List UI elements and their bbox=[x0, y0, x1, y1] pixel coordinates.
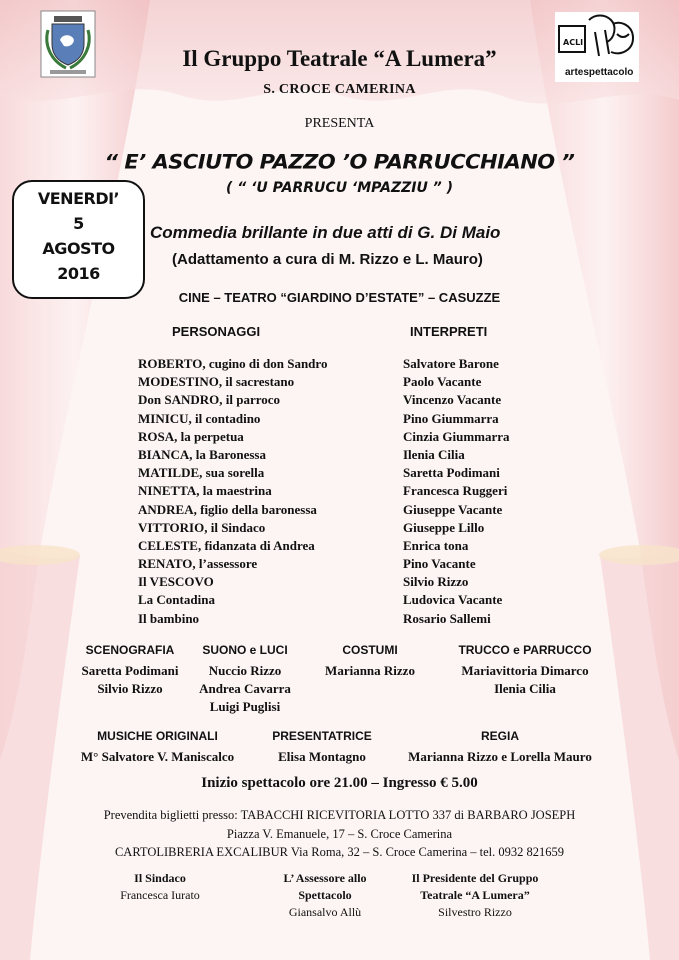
date-box bbox=[12, 180, 145, 299]
signature-title: L’ Assessore allo bbox=[283, 871, 367, 885]
svg-text:ACLI: ACLI bbox=[563, 38, 584, 47]
signature-name: Silvestro Rizzo bbox=[438, 905, 512, 919]
town-name: S. CROCE CAMERINA bbox=[263, 82, 416, 97]
genre-line: Commedia brillante in due atti di G. Di Maio bbox=[150, 223, 501, 242]
date-day: 5 bbox=[73, 214, 84, 233]
credit-name: Marianna Rizzo e Lorella Mauro bbox=[408, 749, 592, 764]
credit-name: Silvio Rizzo bbox=[97, 681, 163, 696]
comune-crest-logo bbox=[40, 10, 96, 78]
credit-name: Nuccio Rizzo bbox=[208, 663, 282, 678]
credit-costumi bbox=[310, 643, 430, 680]
artespettacolo-logo-text: artespettacolo bbox=[565, 67, 634, 78]
signature-title: Spettacolo bbox=[298, 888, 352, 902]
cast-role: NINETTA, la maestrina bbox=[138, 483, 272, 499]
cast-actor: Saretta Podimani bbox=[403, 465, 500, 481]
cast-role: MINICU, il contadino bbox=[138, 410, 261, 426]
signature-assessore bbox=[260, 870, 390, 921]
signature-presidente bbox=[395, 870, 555, 921]
cast-roles-heading: PERSONAGGI bbox=[172, 324, 261, 339]
date-weekday: VENERDI’ bbox=[37, 189, 120, 208]
cast-row bbox=[0, 538, 679, 556]
cast-actor: Vincenzo Vacante bbox=[403, 392, 502, 408]
signature-name: Giansalvo Allù bbox=[288, 905, 362, 919]
cast-actor: Pino Giummarra bbox=[403, 410, 499, 426]
show-title: “ E’ ASCIUTO PAZZO ’O PARRUCCHIANO ” bbox=[104, 150, 575, 174]
cast-actor: Enrica tona bbox=[403, 537, 469, 553]
cast-row bbox=[0, 520, 679, 538]
cast-row bbox=[0, 502, 679, 520]
show-subtitle: ( “ ‘U PARRUCU ‘MPAZZIU ” ) bbox=[225, 180, 454, 196]
credit-heading: MUSICHE ORIGINALI bbox=[97, 729, 218, 743]
adaptation-line: (Adattamento a cura di M. Rizzo e L. Mauro) bbox=[172, 251, 483, 268]
cast-role: ANDREA, figlio della baronessa bbox=[138, 501, 317, 517]
cast-role: VITTORIO, il Sindaco bbox=[138, 519, 266, 535]
credit-heading: REGIA bbox=[480, 729, 519, 743]
cast-row bbox=[0, 574, 679, 592]
cast-row bbox=[0, 374, 679, 392]
cast-row bbox=[0, 592, 679, 610]
cast-role: RENATO, l’assessore bbox=[138, 556, 258, 572]
presale-info bbox=[0, 806, 679, 862]
credit-name: Andrea Cavarra bbox=[199, 681, 291, 696]
credit-heading: TRUCCO e PARRUCCO bbox=[458, 643, 592, 657]
cast-actor: Ilenia Cilia bbox=[403, 446, 465, 462]
credit-presentatrice bbox=[262, 729, 382, 766]
credit-regia bbox=[405, 729, 595, 766]
venue: CINE – TEATRO “GIARDINO D’ESTATE” – CASUZZE bbox=[178, 290, 501, 305]
cast-list bbox=[0, 356, 679, 629]
signature-title: Il Presidente del Gruppo bbox=[411, 871, 539, 885]
credit-scenografia bbox=[70, 643, 190, 698]
cast-role: CELESTE, fidanzata di Andrea bbox=[138, 537, 315, 553]
cast-row bbox=[0, 483, 679, 501]
date-month: AGOSTO bbox=[42, 239, 115, 258]
credit-name: M° Salvatore V. Maniscalco bbox=[80, 749, 235, 764]
cast-row bbox=[0, 447, 679, 465]
credit-name: Marianna Rizzo bbox=[325, 663, 415, 678]
cast-row bbox=[0, 556, 679, 574]
cast-actors-heading: INTERPRETI bbox=[410, 324, 488, 339]
cast-actor: Giuseppe Lillo bbox=[403, 519, 485, 535]
cast-actor: Pino Vacante bbox=[403, 556, 476, 572]
cast-role: Il bambino bbox=[138, 610, 200, 626]
credit-musiche bbox=[70, 729, 245, 766]
signature-title: Il Sindaco bbox=[134, 871, 186, 885]
cast-actor: Silvio Rizzo bbox=[403, 574, 469, 590]
signature-title: Teatrale “A Lumera” bbox=[420, 888, 530, 902]
signature-sindaco bbox=[95, 870, 225, 904]
cast-row bbox=[0, 392, 679, 410]
cast-role: La Contadina bbox=[138, 592, 215, 608]
credit-heading: PRESENTATRICE bbox=[272, 729, 372, 743]
credit-name: Ilenia Cilia bbox=[494, 681, 556, 696]
cast-actor: Francesca Ruggeri bbox=[403, 483, 508, 499]
credit-heading: COSTUMI bbox=[342, 643, 398, 657]
cast-row bbox=[0, 356, 679, 374]
start-time-price: Inizio spettacolo ore 21.00 – Ingresso € 5.00 bbox=[201, 775, 478, 791]
presale-line: CARTOLIBRERIA EXCALIBUR Via Roma, 32 – S. Croce Camerina – tel. 0932 821659 bbox=[114, 845, 565, 859]
cast-role: MODESTINO, il sacrestano bbox=[138, 374, 295, 390]
cast-row bbox=[0, 465, 679, 483]
cast-actor: Cinzia Giummarra bbox=[403, 428, 510, 444]
cast-role: Don SANDRO, il parroco bbox=[138, 392, 281, 408]
cast-role: ROBERTO, cugino di don Sandro bbox=[138, 356, 328, 371]
signature-name: Francesca Iurato bbox=[120, 888, 200, 902]
cast-row bbox=[0, 411, 679, 429]
group-title: Il Gruppo Teatrale “A Lumera” bbox=[182, 46, 497, 71]
cast-role: MATILDE, sua sorella bbox=[138, 465, 265, 481]
cast-actor: Paolo Vacante bbox=[403, 374, 482, 390]
cast-role: Il VESCOVO bbox=[138, 574, 214, 590]
cast-role: ROSA, la perpetua bbox=[138, 428, 244, 444]
credit-name: Saretta Podimani bbox=[81, 663, 179, 678]
cast-actor: Ludovica Vacante bbox=[403, 592, 503, 608]
credit-heading: SUONO e LUCI bbox=[202, 643, 288, 657]
credit-trucco-parrucco bbox=[445, 643, 605, 698]
credit-name: Elisa Montagno bbox=[278, 749, 366, 764]
cast-role: BIANCA, la Baronessa bbox=[138, 446, 266, 462]
cast-actor: Giuseppe Vacante bbox=[403, 501, 503, 517]
cast-actor: Salvatore Barone bbox=[403, 356, 499, 371]
presale-line: Prevendita biglietti presso: TABACCHI RICEVITORIA LOTTO 337 di BARBARO JOSEPH bbox=[103, 808, 576, 822]
presale-line: Piazza V. Emanuele, 17 – S. Croce Camerina bbox=[226, 826, 453, 841]
credit-heading: SCENOGRAFIA bbox=[85, 643, 175, 657]
date-year: 2016 bbox=[57, 264, 100, 283]
credit-name: Mariavittoria Dimarco bbox=[461, 663, 589, 678]
cast-actor: Rosario Sallemi bbox=[403, 610, 491, 626]
cast-row bbox=[0, 611, 679, 629]
cast-row bbox=[0, 429, 679, 447]
presenta-label: PRESENTA bbox=[304, 116, 375, 131]
credit-name: Luigi Puglisi bbox=[209, 699, 281, 714]
credit-suono-luci bbox=[185, 643, 305, 716]
